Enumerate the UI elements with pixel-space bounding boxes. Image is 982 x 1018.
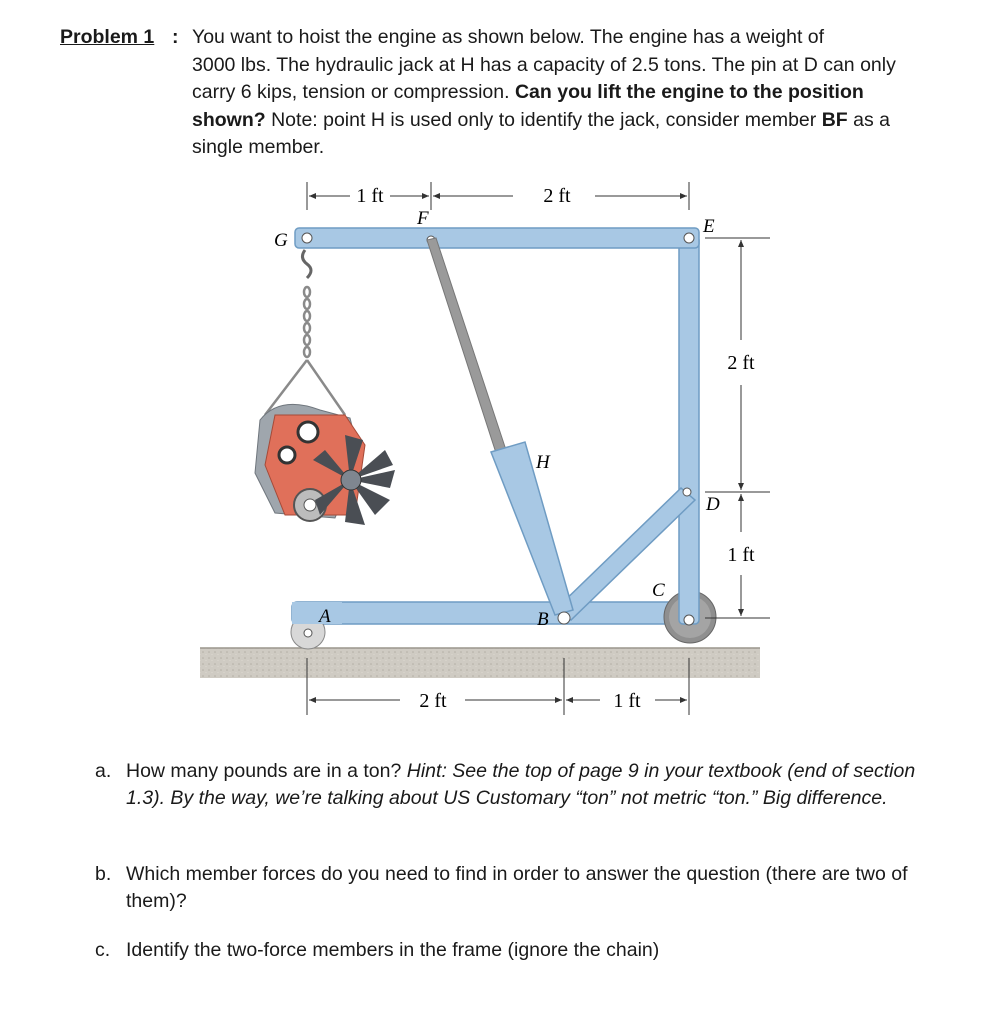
ground — [200, 648, 760, 678]
question-a-marker: a. — [95, 760, 112, 782]
problem-note-end: as a — [853, 108, 890, 131]
vertical-member-ce — [679, 236, 699, 624]
pin-e — [684, 233, 694, 243]
question-a-hint: Hint: See the top of page 9 in your textbook (end of section 1.3). By the way, we’re talking about US Customary “ton” not metric “ton.” Big difference. — [126, 760, 916, 809]
problem-note: Note: point H is used only to identify the jack, consider member — [271, 108, 817, 131]
pin-a — [304, 629, 312, 637]
problem-line-4 — [192, 107, 890, 135]
label-a: A — [319, 606, 331, 627]
dim-top-right: 2 ft — [543, 185, 571, 207]
label-e: E — [703, 216, 715, 237]
engine-hoist-diagram — [195, 170, 785, 730]
problem-text-1: You want to hoist the engine as shown below. The engine has a weight of — [192, 26, 825, 48]
problem-question-bold-b: shown? — [192, 108, 266, 131]
problem-text-2: 3000 lbs. The hydraulic jack at H has a capacity of 2.5 tons. The pin at D can only — [192, 53, 896, 76]
dim-bottom-left: 2 ft — [419, 690, 447, 712]
label-h: H — [536, 452, 550, 473]
question-a-text: How many pounds are in a ton? — [126, 760, 402, 782]
question-b-marker: b. — [95, 863, 112, 885]
problem-line-3 — [192, 79, 864, 107]
question-a-body — [126, 758, 926, 812]
problem-line-5 — [192, 134, 324, 162]
hook-icon — [302, 250, 311, 278]
dim-bottom-right: 1 ft — [613, 690, 641, 712]
dim-right-upper: 2 ft — [727, 352, 755, 374]
problem-heading: Problem 1 — [60, 26, 155, 48]
engine — [255, 404, 395, 525]
label-g: G — [274, 230, 288, 251]
pin-g — [302, 233, 312, 243]
jack-rod — [427, 238, 507, 456]
question-c-marker: c. — [95, 939, 111, 961]
problem-member-bf: BF — [821, 108, 848, 131]
problem-line-2 — [192, 52, 896, 80]
question-b-body: Which member forces do you need to find in order to answer the question (there are two of them)? — [126, 863, 908, 912]
label-f: F — [417, 208, 429, 229]
label-b: B — [537, 609, 549, 630]
base-member — [292, 602, 692, 624]
chain — [265, 287, 345, 415]
dim-top-left: 1 ft — [356, 185, 384, 207]
problem-text-5: single member. — [192, 136, 325, 158]
problem-heading-colon: : — [172, 26, 179, 48]
jack-cylinder — [491, 442, 573, 615]
engine-hoist-figure — [195, 170, 785, 730]
problem-question-bold-a: Can you lift the engine to the position — [514, 81, 864, 103]
problem-text-3: carry 6 kips, tension or compression. — [192, 81, 510, 103]
label-c: C — [652, 580, 665, 601]
boom-ge — [295, 228, 699, 248]
pin-c — [684, 615, 694, 625]
question-c-body: Identify the two-force members in the frame (ignore the chain) — [126, 939, 660, 961]
problem-line-1 — [192, 24, 824, 52]
pin-d — [683, 488, 691, 496]
dim-right-lower: 1 ft — [727, 544, 755, 566]
pin-b — [558, 612, 570, 624]
label-d: D — [706, 494, 720, 515]
